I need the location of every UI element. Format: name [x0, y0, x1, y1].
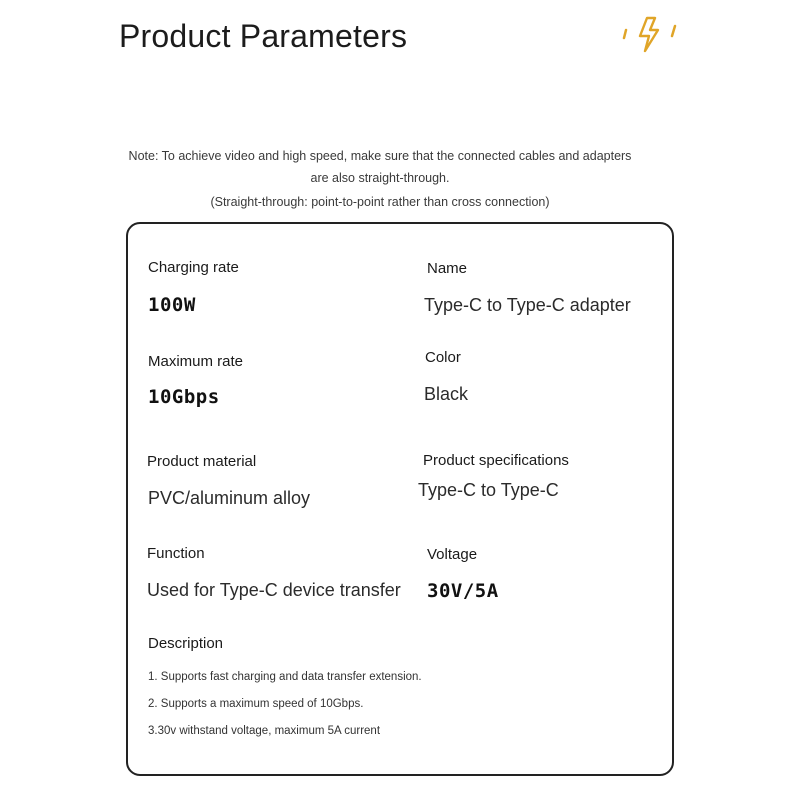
name-value: Type-C to Type-C adapter — [424, 295, 631, 315]
lightning-bolt-icon — [620, 14, 682, 56]
color-label: Color — [425, 349, 461, 366]
description-item: 3.30v withstand voltage, maximum 5A current — [148, 725, 381, 737]
parameters-card — [126, 222, 674, 776]
function-label: Function — [147, 545, 205, 562]
product-material-value: PVC/aluminum alloy — [148, 488, 311, 508]
note-line-2: are also straight-through. — [310, 171, 450, 185]
description-item: 1. Supports fast charging and data transfer extension. — [148, 671, 422, 683]
function-value: Used for Type-C device transfer — [147, 580, 401, 600]
maximum-rate-value: 10Gbps — [148, 386, 220, 408]
product-material-label: Product material — [147, 453, 257, 470]
description-label: Description — [148, 635, 224, 652]
note-line-1: Note: To achieve video and high speed, make sure that the connected cables and adapters — [128, 149, 632, 163]
voltage-label: Voltage — [427, 546, 478, 563]
color-value: Black — [424, 384, 469, 404]
description-item: 2. Supports a maximum speed of 10Gbps. — [148, 698, 364, 710]
voltage-value: 30V/5A — [427, 580, 499, 602]
name-label: Name — [427, 260, 468, 277]
page-title: Product Parameters — [119, 18, 408, 54]
charging-rate-value: 100W — [148, 294, 196, 316]
product-specifications-label: Product specifications — [423, 452, 569, 469]
note-line-3: (Straight-through: point-to-point rather than cross connection) — [210, 195, 550, 209]
charging-rate-label: Charging rate — [148, 259, 239, 276]
maximum-rate-label: Maximum rate — [148, 353, 244, 370]
product-specifications-value: Type-C to Type-C — [418, 480, 559, 500]
